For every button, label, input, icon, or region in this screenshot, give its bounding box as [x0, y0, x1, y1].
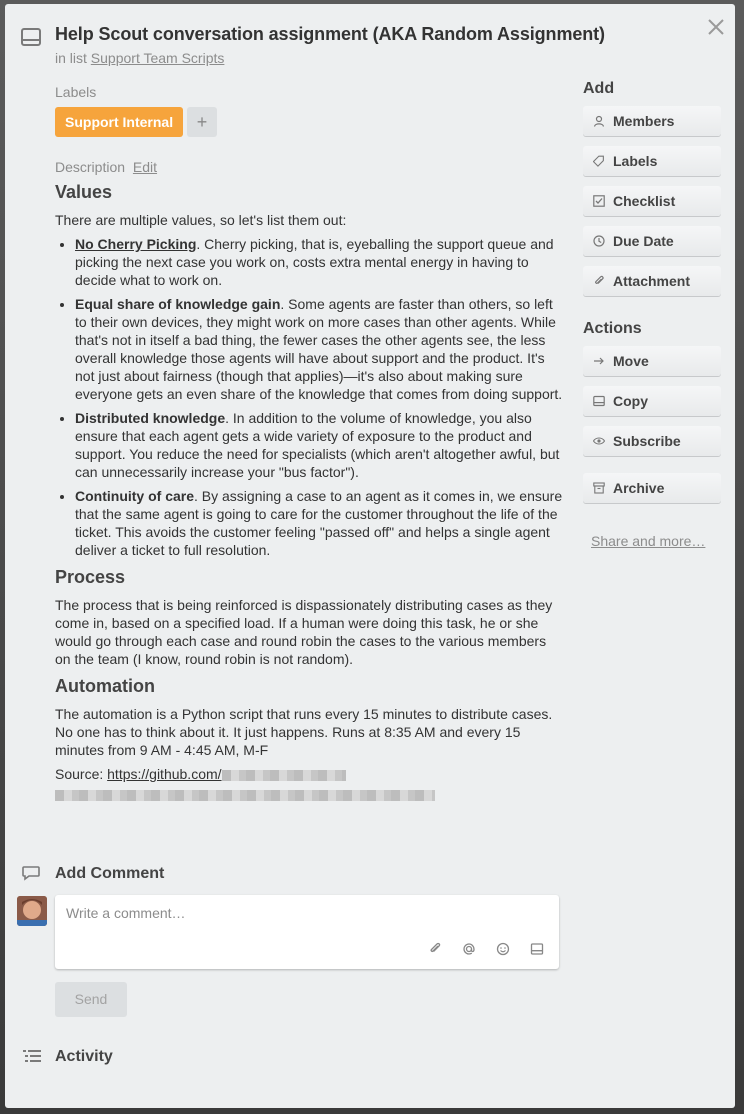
- labels-button[interactable]: [583, 146, 721, 176]
- source-link[interactable]: https://github.com/: [107, 766, 222, 782]
- comment-input[interactable]: [55, 895, 559, 969]
- button-label: Checklist: [613, 193, 676, 209]
- list-item: [75, 487, 565, 559]
- tag-icon: [593, 155, 605, 167]
- add-heading: Add: [583, 80, 615, 97]
- process-heading: Process: [55, 567, 126, 587]
- archive-icon: [593, 482, 605, 494]
- clock-icon: [593, 235, 605, 247]
- card-detail-window: [5, 4, 735, 1108]
- members-button[interactable]: [583, 106, 721, 136]
- add-label-button[interactable]: +: [187, 107, 217, 137]
- checkbox-icon: [593, 195, 605, 207]
- source-prefix: Source:: [55, 766, 104, 782]
- card-icon[interactable]: [529, 941, 545, 957]
- label-support-internal[interactable]: Support Internal: [55, 107, 183, 137]
- process-text: The process that is being reinforced is dispassionately distributing cases as they come in, based on a specified load. If a human were doing this task, he or she would go through each case and round robin the cases to the various members on the team (I know, round robin is not random).: [55, 597, 553, 667]
- list-item: [75, 409, 565, 481]
- description-body: [55, 180, 565, 807]
- card-icon: [21, 28, 41, 46]
- button-label: Members: [613, 113, 675, 129]
- values-intro: There are multiple values, so let's list them out:: [55, 212, 347, 228]
- activity-list-icon: [21, 1047, 43, 1065]
- button-label: Archive: [613, 480, 665, 496]
- bullet-text: . Cherry picking, that is, eyeballing the support queue and picking the next case you work on, costs extra mental energy in having to decide what to work on.: [75, 236, 554, 288]
- close-icon[interactable]: [705, 16, 727, 38]
- attachment-button[interactable]: [583, 266, 721, 296]
- labels-heading: Labels: [55, 84, 97, 100]
- bullet-title: Equal share of knowledge gain: [75, 296, 281, 312]
- card-icon: [593, 395, 605, 407]
- eye-icon: [593, 435, 605, 447]
- bullet-title[interactable]: No Cherry Picking: [75, 236, 197, 252]
- comment-placeholder: Write a comment…: [66, 905, 186, 921]
- avatar[interactable]: [17, 896, 47, 926]
- due-date-button[interactable]: [583, 226, 721, 256]
- list-item: [75, 235, 565, 289]
- button-label: Move: [613, 353, 649, 369]
- comment-icon: [21, 864, 41, 882]
- values-heading: Values: [55, 182, 113, 202]
- paperclip-icon[interactable]: [427, 941, 443, 957]
- paperclip-icon: [593, 275, 605, 287]
- button-label: Subscribe: [613, 433, 681, 449]
- mention-icon[interactable]: [461, 941, 477, 957]
- button-label: Due Date: [613, 233, 674, 249]
- description-heading-row: [55, 159, 157, 175]
- bullet-text: . By assigning a case to an agent as it comes in, we ensure that the same agent is going to care for the customer throughout the life of the ticket. This avoids the customer feeling "passed off" and helps a single agent deliver a ticket to full resolution.: [75, 488, 563, 558]
- redacted-text: [222, 770, 346, 781]
- subscribe-button[interactable]: [583, 426, 721, 456]
- activity-heading: Activity: [55, 1048, 113, 1065]
- in-list-prefix: in list: [55, 50, 87, 66]
- emoji-icon[interactable]: [495, 941, 511, 957]
- bullet-title: Continuity of care: [75, 488, 195, 504]
- button-label: Copy: [613, 393, 648, 409]
- comment-toolbar: [427, 941, 545, 957]
- edit-description-link[interactable]: Edit: [132, 159, 158, 175]
- add-comment-heading: Add Comment: [55, 865, 165, 882]
- actions-heading: Actions: [583, 320, 642, 337]
- button-label: Labels: [613, 153, 658, 169]
- bullet-title: Distributed knowledge: [75, 410, 226, 426]
- button-label: Attachment: [613, 273, 691, 289]
- move-button[interactable]: [583, 346, 721, 376]
- list-item: [75, 295, 565, 403]
- send-button[interactable]: Send: [55, 982, 127, 1017]
- values-list: [55, 235, 565, 559]
- checklist-button[interactable]: [583, 186, 721, 216]
- person-icon: [593, 115, 605, 127]
- card-list-breadcrumb: [55, 50, 224, 66]
- archive-button[interactable]: [583, 473, 721, 503]
- copy-button[interactable]: [583, 386, 721, 416]
- automation-heading: Automation: [55, 676, 155, 696]
- automation-text: The automation is a Python script that runs every 15 minutes to distribute cases. No one has to think about it. It just happens. Runs at 8:35 AM and every 15 minutes from 9 AM - 4:45 AM, M-F: [55, 706, 553, 758]
- card-title[interactable]: Help Scout conversation assignment (AKA Random Assignment): [55, 24, 605, 44]
- bullet-text: . Some agents are faster than others, so left to their own devices, they might work on more cases than other agents. While that's not in itself a bad thing, the fewer cases the other agents see, the less overall knowledge those agents will have about support and the product. It's not just about fairness (though that applies)—it's also about making sure everyone gets an even share of the knowledge that comes from doing support.: [75, 296, 563, 402]
- share-and-more-link[interactable]: Share and more…: [591, 533, 706, 549]
- redacted-text: [55, 790, 435, 801]
- bullet-text: . In addition to the volume of knowledge, you also ensure that each agent gets a wide variety of exposure to the product and support. You reduce the need for specialists (which aren't altogether awful, but can unnecessarily increase your "bus factor").: [75, 410, 560, 480]
- source-line: [55, 765, 565, 801]
- list-name-link[interactable]: Support Team Scripts: [90, 50, 225, 66]
- arrow-right-icon: [593, 355, 605, 367]
- description-heading: Description: [55, 159, 126, 175]
